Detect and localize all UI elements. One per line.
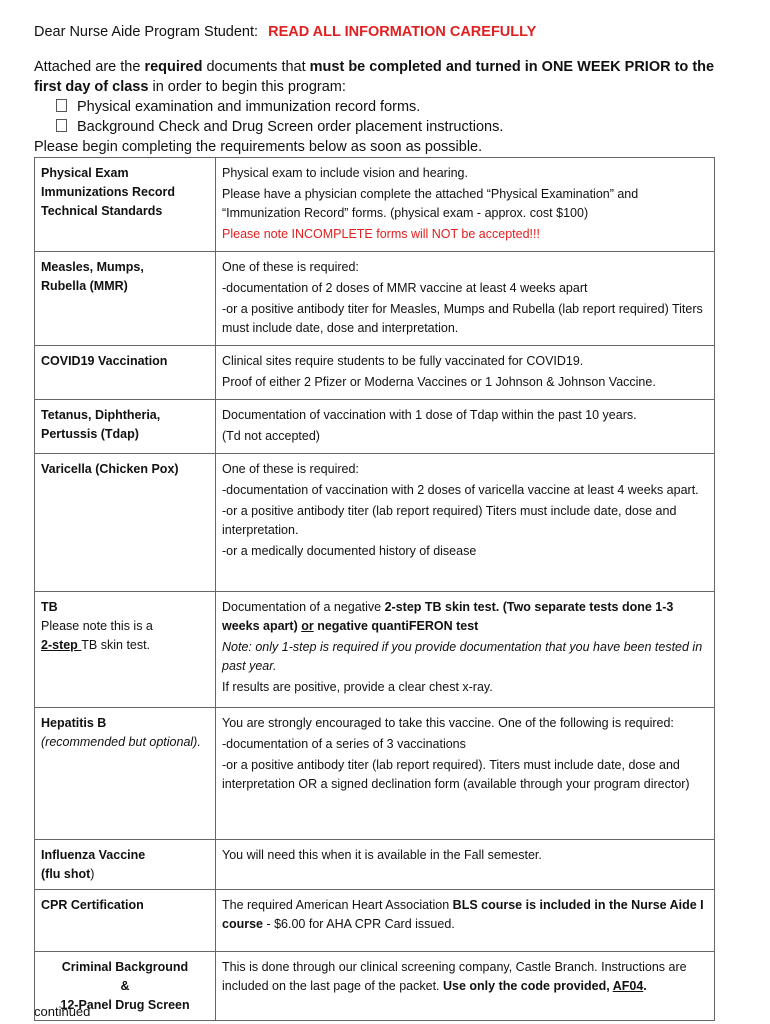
detail-line: -or a positive antibody titer for Measles, Mumps and Rubella (lab report required) Titers must include date, dose and interpretation. [222,302,703,335]
detail-cell [216,252,715,346]
continued-note: continued [34,1004,91,1019]
label-cell [35,840,216,890]
requirements-table [34,157,715,1021]
greeting-line [34,24,536,40]
detail-line: Please have a physician complete the attached “Physical Examination” and “Immunization Record” forms. (physical exam - approx. cost $100) [222,187,639,220]
detail-bold: 2-step TB skin test. (Two separate tests done 1-3 weeks apart) [222,600,674,633]
label-cell [35,890,216,952]
label-line: Please note this is a [41,619,153,633]
detail-line: (Td not accepted) [222,429,320,443]
detail-bold: negative quantiFERON test [313,619,479,633]
detail-line: You will need this when it is available in the Fall semester. [222,848,542,862]
intro-text: in order to begin this program: [148,79,346,95]
detail-cell [216,346,715,400]
label-line: Technical Standards [41,204,163,218]
detail-bold: BLS course is included in the Nurse Aide I course [222,898,704,931]
code-af04: AF04 [612,979,644,993]
detail-bold-underline: or [301,619,314,633]
detail-line: Documentation of vaccination with 1 dose of Tdap within the past 10 years. [222,408,637,422]
bullet-text: Physical examination and immunization record forms. [77,99,421,115]
detail-line: -or a positive antibody titer (lab report required) Titers must include date, dose and interpretation. [222,504,677,537]
incomplete-warning: Please note INCOMPLETE forms will NOT be accepted!!! [222,227,540,241]
label-line: Hepatitis B [41,716,107,730]
label-line: TB [41,600,58,614]
label-line: 12-Panel Drug Screen [60,998,190,1012]
label-cell [35,708,216,840]
detail-cell [216,454,715,592]
detail-line [222,958,708,996]
bullet-text: Background Check and Drug Screen order placement instructions. [77,119,504,135]
label-cell [35,400,216,454]
row-varicella [35,454,715,592]
detail-text: - $6.00 for AHA CPR Card issued. [263,917,455,931]
label-line: Rubella (MMR) [41,279,128,293]
label-line: Varicella (Chicken Pox) [41,462,179,476]
detail-cell [216,890,715,952]
intro-paragraph [34,57,734,157]
detail-line: -or a positive antibody titer (lab report required). Titers must include date, dose and interpretation OR a signed declination form (available through your program director) [222,758,690,791]
detail-cell [216,592,715,708]
label-line: Criminal Background [61,960,189,974]
detail-cell [216,840,715,890]
detail-text: Documentation of a negative [222,600,385,614]
detail-line: If results are positive, provide a clear chest x-ray. [222,680,493,694]
label-line: Influenza Vaccine [41,848,146,862]
intro-text: Attached are the [34,59,145,75]
label-text: (flu shot [41,867,91,881]
detail-line: One of these is required: [222,462,359,476]
label-text: ) [90,867,95,881]
detail-cell [216,400,715,454]
row-tdap [35,400,715,454]
row-tb [35,592,715,708]
checkbox-icon [56,119,67,132]
detail-text: This is done through our clinical screening company, Castle Branch. Instructions are included on the last page of the packet. [222,960,687,993]
row-covid19 [35,346,715,400]
detail-bold: . [643,979,647,993]
label-line: Pertussis (Tdap) [41,427,139,441]
two-step-emphasis: 2-step [41,638,82,652]
detail-note: Note: only 1-step is required if you provide documentation that you have been tested in past year. [222,640,703,673]
checkbox-icon [56,99,67,112]
detail-cell [216,158,715,252]
detail-text: The required American Heart Association [222,898,453,912]
label-line [41,865,209,884]
detail-line [222,896,708,934]
detail-cell [216,952,715,1021]
detail-line: Physical exam to include vision and hearing. [222,166,468,180]
label-line [41,636,209,655]
intro-line-1 [34,57,734,97]
greeting-text: Dear Nurse Aide Program Student: [34,24,259,40]
row-influenza [35,840,715,890]
detail-line: One of these is required: [222,260,359,274]
detail-cell [216,708,715,840]
read-carefully-alert: READ ALL INFORMATION CAREFULLY [268,24,537,40]
intro-required: required [144,59,203,75]
detail-line: You are strongly encouraged to take this vaccine. One of the following is required: [222,716,674,730]
intro-text: documents that [202,59,310,75]
bullet-physical-forms [34,97,734,117]
label-cell [35,592,216,708]
label-line: & [120,979,130,993]
detail-line: Clinical sites require students to be fully vaccinated for COVID19. [222,354,584,368]
row-physical-exam [35,158,715,252]
row-criminal-background [35,952,715,1021]
detail-line: -documentation of 2 doses of MMR vaccine at least 4 weeks apart [222,281,588,295]
label-cell [35,158,216,252]
label-line: Tetanus, Diphtheria, [41,408,161,422]
label-note: (recommended but optional). [41,735,201,749]
label-cell [35,252,216,346]
label-line: COVID19 Vaccination [41,354,168,368]
label-line: Measles, Mumps, [41,260,144,274]
detail-line: -or a medically documented history of disease [222,544,477,558]
label-text: TB skin test. [81,638,151,652]
detail-line [222,598,708,636]
row-hepatitis-b [35,708,715,840]
label-cell [35,346,216,400]
detail-line: -documentation of vaccination with 2 doses of varicella vaccine at least 4 weeks apart. [222,483,699,497]
label-cell [35,454,216,592]
detail-line: -documentation of a series of 3 vaccinations [222,737,466,751]
detail-line: Proof of either 2 Pfizer or Moderna Vaccines or 1 Johnson & Johnson Vaccine. [222,375,656,389]
label-line: Immunizations Record [41,185,176,199]
row-cpr [35,890,715,952]
intro-line-2: Please begin completing the requirements below as soon as possible. [34,139,483,155]
row-mmr [35,252,715,346]
bullet-background-check [34,117,734,137]
detail-bold: Use only the code provided, [443,979,613,993]
intro-deadline: must be completed and turned in ONE WEEK PRIOR to the first day of class [34,59,715,95]
label-line: CPR Certification [41,898,144,912]
label-line: Physical Exam [41,166,129,180]
